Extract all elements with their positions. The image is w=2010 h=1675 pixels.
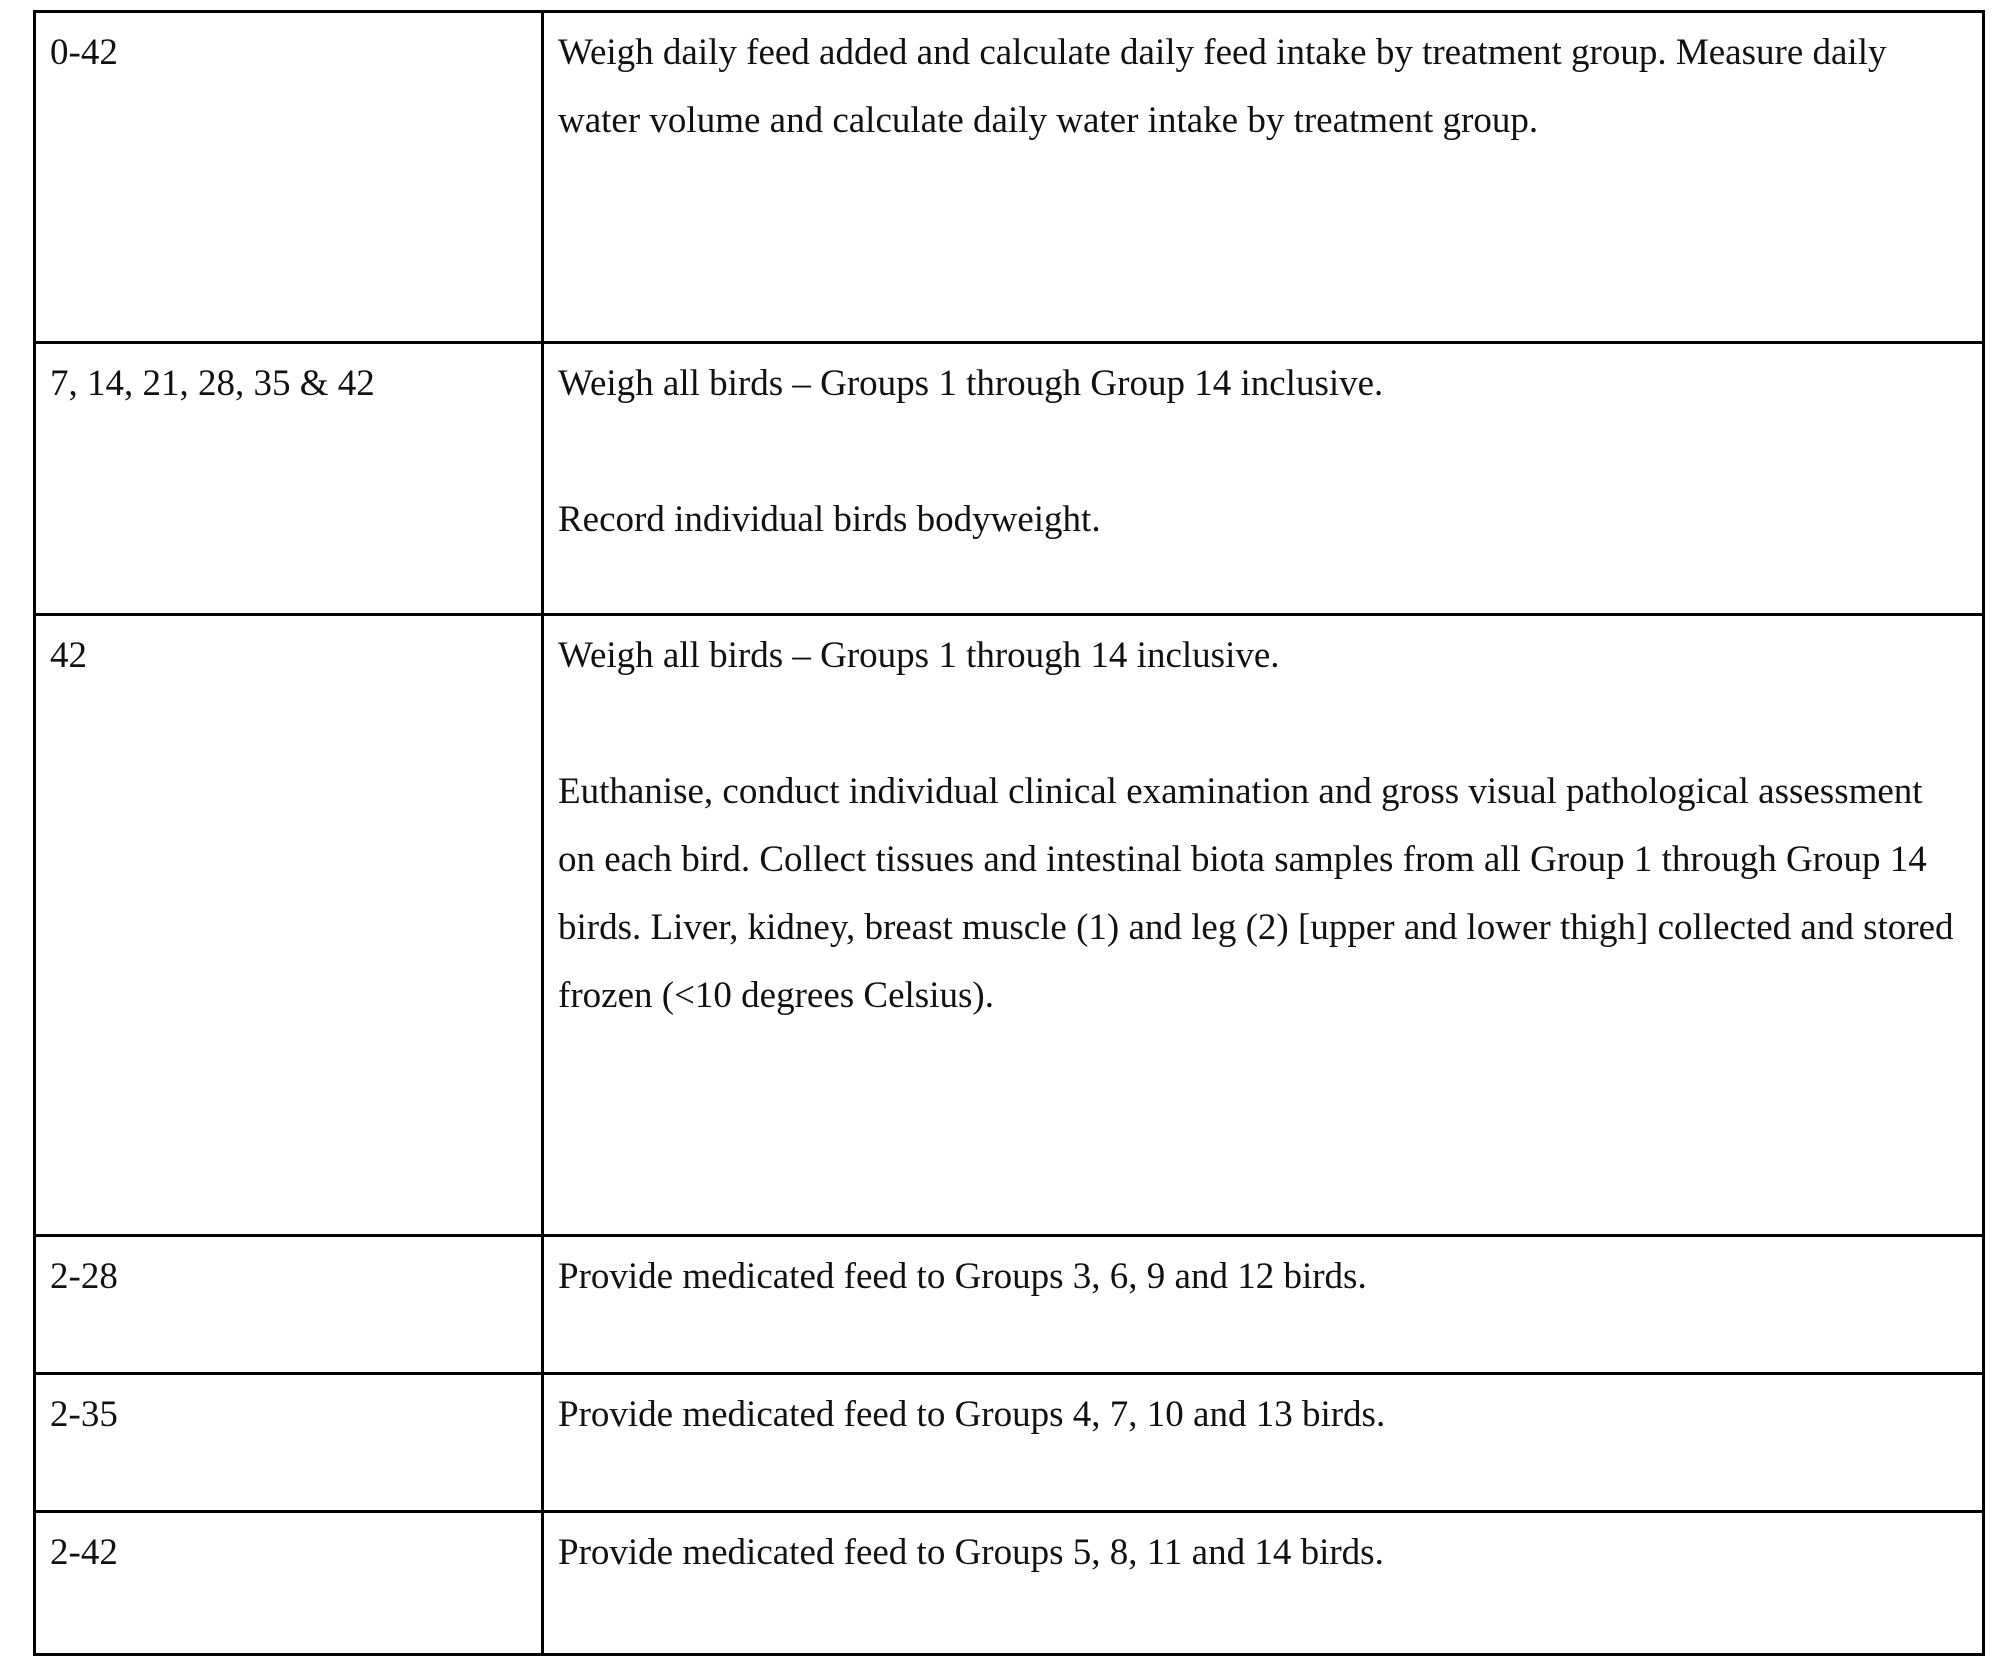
table-row <box>35 615 1984 1236</box>
table-row <box>35 1512 1984 1655</box>
table-row <box>35 1374 1984 1512</box>
description-cell: Provide medicated feed to Groups 3, 6, 9 and 12 birds. <box>543 1236 1984 1374</box>
days-cell: 7, 14, 21, 28, 35 & 42 <box>35 343 543 615</box>
days-cell: 0-42 <box>35 12 543 343</box>
days-cell: 2-35 <box>35 1374 543 1512</box>
days-cell: 2-28 <box>35 1236 543 1374</box>
description-cell: Weigh all birds – Groups 1 through 14 inclusive. Euthanise, conduct individual clinical examination and gross visual pathological assessment on each bird. Collect tissues and intestinal biota samples from all Group 1 through Group 14 birds. Liver, kidney, breast muscle (1) and leg (2) [upper and lower thigh] collected and stored frozen (<10 degrees Celsius). <box>543 615 1984 1236</box>
table-row <box>35 1236 1984 1374</box>
study-schedule-table <box>33 10 1985 1656</box>
description-cell: Weigh daily feed added and calculate daily feed intake by treatment group. Measure daily water volume and calculate daily water intake by treatment group. <box>543 12 1984 343</box>
table-body <box>35 12 1984 1655</box>
description-cell: Weigh all birds – Groups 1 through Group 14 inclusive. Record individual birds bodyweight. <box>543 343 1984 615</box>
days-cell: 42 <box>35 615 543 1236</box>
table-row <box>35 12 1984 343</box>
description-cell: Provide medicated feed to Groups 5, 8, 11 and 14 birds. <box>543 1512 1984 1655</box>
days-cell: 2-42 <box>35 1512 543 1655</box>
description-cell: Provide medicated feed to Groups 4, 7, 10 and 13 birds. <box>543 1374 1984 1512</box>
table-row <box>35 343 1984 615</box>
